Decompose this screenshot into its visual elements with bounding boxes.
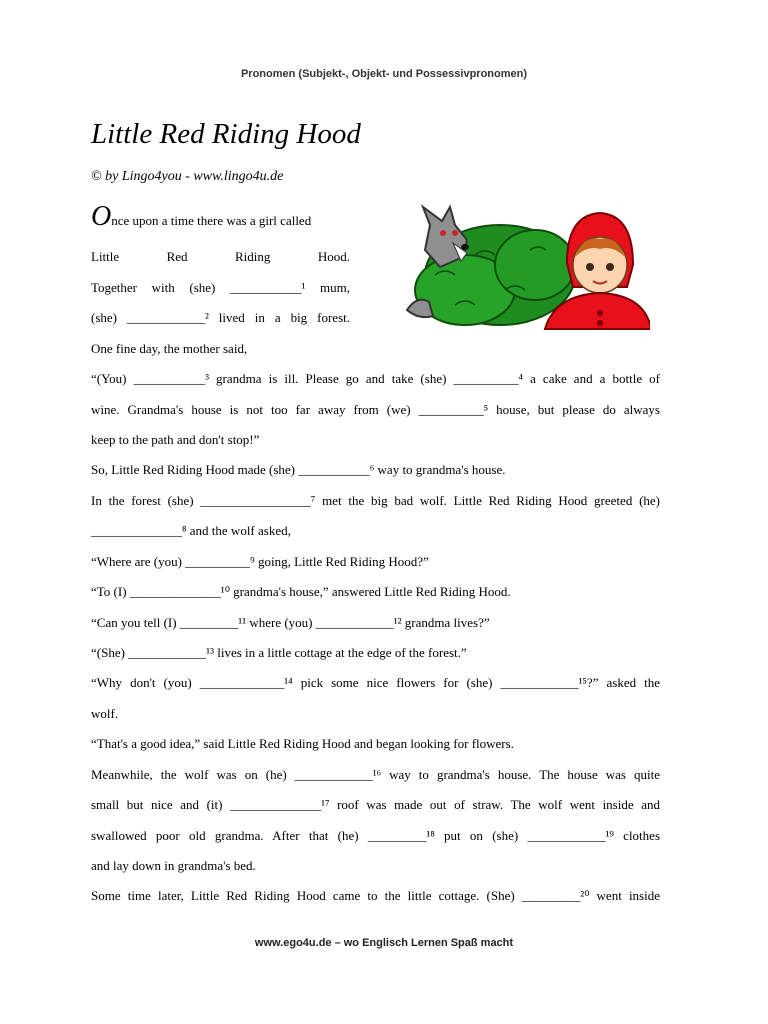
page-title: Little Red Riding Hood — [91, 118, 361, 150]
story-line-23: Some time later, Little Red Riding Hood came to the little cottage. (She) _________²⁰ went inside — [91, 888, 660, 903]
story-line-2: Little Red Riding Hood. — [91, 249, 350, 264]
page-footer: www.ego4u.de – wo Englisch Lernen Spaß macht — [254, 937, 514, 949]
story-line-6: “(You) ___________³ grandma is ill. Please go and take (she) __________⁴ a cake and a bottle of — [91, 371, 660, 386]
story-line-14: “Can you tell (I) _________¹¹ where (you) ____________¹² grandma lives?” — [91, 615, 490, 630]
story-line-16: “Why don't (you) _____________¹⁴ pick some nice flowers for (she) ____________¹⁵?” asked the — [91, 675, 660, 690]
story-line-4: (she) ____________² lived in a big forest. — [91, 310, 350, 325]
story-line-8: keep to the path and don't stop!” — [91, 432, 260, 447]
story-line-3: Together with (she) ___________¹ mum, — [91, 280, 350, 295]
byline: © by Lingo4you - www.lingo4u.de — [91, 169, 284, 184]
story-text: nce upon a time there was a girl called — [111, 213, 312, 228]
drop-cap: O — [91, 201, 112, 232]
story-line-18: “That's a good idea,” said Little Red Riding Hood and began looking for flowers. — [91, 736, 514, 751]
story-line-1 — [91, 203, 351, 231]
story-line-15: “(She) ____________¹³ lives in a little cottage at the edge of the forest.” — [91, 645, 467, 660]
story-line-11: ______________⁸ and the wolf asked, — [91, 523, 291, 538]
story-line-19: Meanwhile, the wolf was on (he) ____________¹⁶ way to grandma's house. The house was quite — [91, 767, 660, 782]
story-line-10: In the forest (she) _________________⁷ met the big bad wolf. Little Red Riding Hood greeted (he) — [91, 493, 660, 508]
story-line-17: wolf. — [91, 706, 119, 721]
story-line-22: and lay down in grandma's bed. — [91, 858, 256, 873]
story-line-12: “Where are (you) __________⁹ going, Little Red Riding Hood?” — [91, 554, 429, 569]
story-line-7: wine. Grandma's house is not too far away from (we) __________⁵ house, but please do always — [91, 402, 660, 417]
story-line-13: “To (I) ______________¹⁰ grandma's house,” answered Little Red Riding Hood. — [91, 584, 511, 599]
story-line-20: small but nice and (it) ______________¹⁷ roof was made out of straw. The wolf went inside and — [91, 797, 660, 812]
story-line-9: So, Little Red Riding Hood made (she) ___________⁶ way to grandma's house. — [91, 462, 506, 477]
story-line-5: One fine day, the mother said, — [91, 341, 248, 356]
page-header: Pronomen (Subjekt-, Objekt- und Possessivpronomen) — [240, 68, 528, 80]
story-line-21: swallowed poor old grandma. After that (he) _________¹⁸ put on (she) ____________¹⁹ clothes — [91, 828, 660, 843]
wolf-and-red-riding-hood-illustration — [395, 195, 650, 335]
